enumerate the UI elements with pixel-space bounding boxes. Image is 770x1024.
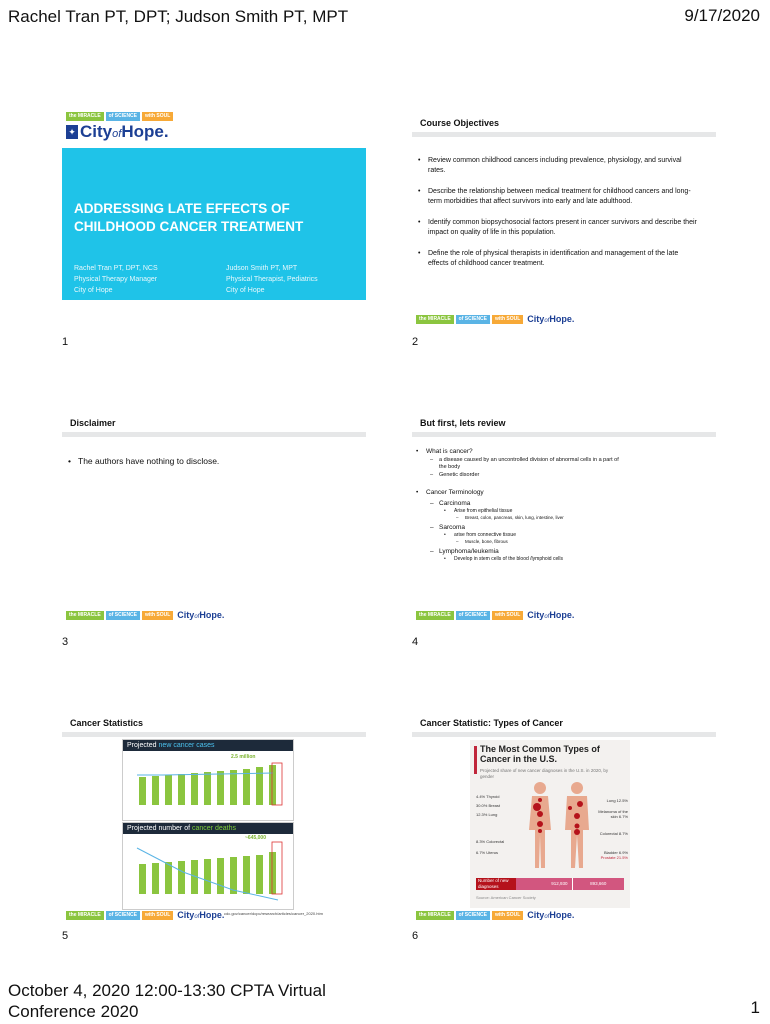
source-citation: cdc.gov/cancer/dcpc/research/articles/cancer_2020.htm <box>224 911 323 916</box>
objectives-list <box>418 156 698 268</box>
review-content: • What is cancer? – a disease caused by an uncontrolled division of abnormal cells in a part of the body – Genetic disorder • Cancer Terminology – Carcinoma • Arise from epithelial tissue – Breast, colon, pancreas, skin, lung, intestine, liver – Sarcoma • arise from connective tissue – Muscle, bone, fibrous – Lymphoma/leukemia • Develop in stem cells of the blood /lymphoid cells <box>416 448 706 563</box>
slide-title: Cancer Statistic: Types of Cancer <box>420 718 563 728</box>
chart-bar <box>217 858 224 894</box>
cases-chart <box>122 739 294 821</box>
city-of-hope-logo: the MIRACLE of SCIENCE with SOUL <box>66 112 173 121</box>
accent-bar <box>474 746 477 774</box>
list-item: • What is cancer? <box>416 448 706 457</box>
slide-4 <box>412 410 716 638</box>
slide-3 <box>62 410 366 638</box>
slide-number: 5 <box>62 930 69 942</box>
slide-number: 2 <box>412 336 419 348</box>
chart-bar <box>230 857 237 894</box>
chart-bar <box>178 861 185 894</box>
slide-6 <box>412 710 716 938</box>
city-of-hope-logo: the MIRACLE of SCIENCE with SOUL CityofHope. <box>66 610 224 620</box>
slide-number: 3 <box>62 636 69 648</box>
deaths-chart-plot <box>123 834 293 909</box>
chart-bar <box>256 767 263 805</box>
chart-bar <box>243 769 250 805</box>
cases-chart-title: Projected new cancer cases <box>123 740 293 751</box>
new-diagnoses-bar: Number of new diagnoses 912,930 893,660 <box>476 878 624 890</box>
cases-annotation: 2.5 million <box>231 754 256 760</box>
page-header-date: 9/17/2020 <box>684 6 760 25</box>
list-item: • Describe the relationship between medical treatment for childhood cancers and long-term morbidities that affect survivors into early and late adulthood. <box>418 187 698 206</box>
slide-2 <box>412 110 716 338</box>
infographic-subtitle: Projected share of new cancer diagnoses in the U.S. in 2020, by gender <box>480 768 609 779</box>
slide-title: Course Objectives <box>420 118 500 128</box>
title-rule <box>62 732 366 737</box>
chart-bar <box>269 765 276 805</box>
chart-bar <box>269 852 276 894</box>
page-footer-left: October 4, 2020 12:00-13:30 CPTA Virtual Conference 2020 <box>8 981 326 1021</box>
chart-bar <box>204 772 211 805</box>
chart-bar <box>165 862 172 894</box>
page-number: 1 <box>750 998 760 1017</box>
title-rule <box>412 132 716 137</box>
city-of-hope-logo: the MIRACLE of SCIENCE with SOUL CityofHope. <box>416 610 574 620</box>
slide-title: Cancer Statistics <box>70 718 144 728</box>
slide-number: 1 <box>62 336 69 348</box>
list-item: • Review common childhood cancers including prevalence, physiology, and survival rates. <box>418 156 698 175</box>
chart-bar <box>230 770 237 805</box>
list-item: • The authors have nothing to disclose. <box>68 456 219 466</box>
chart-bar <box>139 777 146 805</box>
cases-chart-plot <box>123 751 293 820</box>
presenter-1: Rachel Tran PT, DPT, NCS Physical Therapy Manager City of Hope <box>74 265 158 294</box>
female-labels: 4.4% Thyroid 30.0% Breast 12.3% Lung 8.3% Colorectal 6.7% Uterus <box>476 794 505 855</box>
city-of-hope-logo: the MIRACLE of SCIENCE with SOUL CityofHope. <box>416 910 574 920</box>
deaths-chart <box>122 822 294 910</box>
female-figure-icon <box>525 780 555 870</box>
chart-bar <box>217 771 224 805</box>
deaths-chart-title: Projected number of cancer deaths <box>123 823 293 834</box>
chart-bar <box>165 775 172 805</box>
title-panel <box>62 148 366 300</box>
infographic-source: Source: American Cancer Society <box>476 895 536 900</box>
chart-bar <box>178 774 185 805</box>
page-header-left: Rachel Tran PT, DPT; Judson Smith PT, MPT <box>8 7 349 26</box>
presenter-2: Judson Smith PT, MPT Physical Therapist, Pediatrics City of Hope <box>226 265 318 294</box>
chart-bar <box>256 855 263 894</box>
title-rule <box>412 732 716 737</box>
slide-title: Disclaimer <box>70 418 116 428</box>
cancer-types-infographic <box>470 740 630 908</box>
list-item: • Identify common biopsychosocial factors present in cancer survivors and describe their impact on quality of life in this population. <box>418 218 698 237</box>
city-of-hope-wordmark: ✦ CityofHope. <box>66 122 169 142</box>
chart-bar <box>191 773 198 805</box>
slide-1 <box>62 110 366 338</box>
title-rule <box>412 432 716 437</box>
chart-bar <box>152 776 159 805</box>
chart-bar <box>152 863 159 894</box>
city-of-hope-logo: the MIRACLE of SCIENCE with SOUL CityofHope. <box>66 910 224 920</box>
slide-number: 4 <box>412 636 419 648</box>
slide-number: 6 <box>412 930 419 942</box>
male-figure-icon <box>562 780 592 870</box>
list-item: • Define the role of physical therapists in identification and management of the late effects of childhood cancer treatment. <box>418 249 698 268</box>
slide-title: ADDRESSING LATE EFFECTS OF CHILDHOOD CANCER TREATMENT <box>74 201 304 234</box>
deaths-annotation: ~645,000 <box>245 835 266 841</box>
male-labels: Lung 12.5% Melanoma of the skin 6.7% Colorectal 8.7% Bladder 6.9% Prostate 21.5% <box>598 798 628 860</box>
city-of-hope-logo: the MIRACLE of SCIENCE with SOUL CityofHope. <box>416 314 574 324</box>
chart-bar <box>139 864 146 894</box>
hope-emblem-icon: ✦ <box>66 125 78 139</box>
infographic-title: The Most Common Types of Cancer in the U.S. <box>480 744 600 764</box>
title-rule <box>62 432 366 437</box>
list-item: • Cancer Terminology <box>416 489 706 498</box>
slide-5 <box>62 710 366 938</box>
chart-bar <box>243 856 250 894</box>
chart-bar <box>204 859 211 894</box>
slide-title: But first, lets review <box>420 418 506 428</box>
